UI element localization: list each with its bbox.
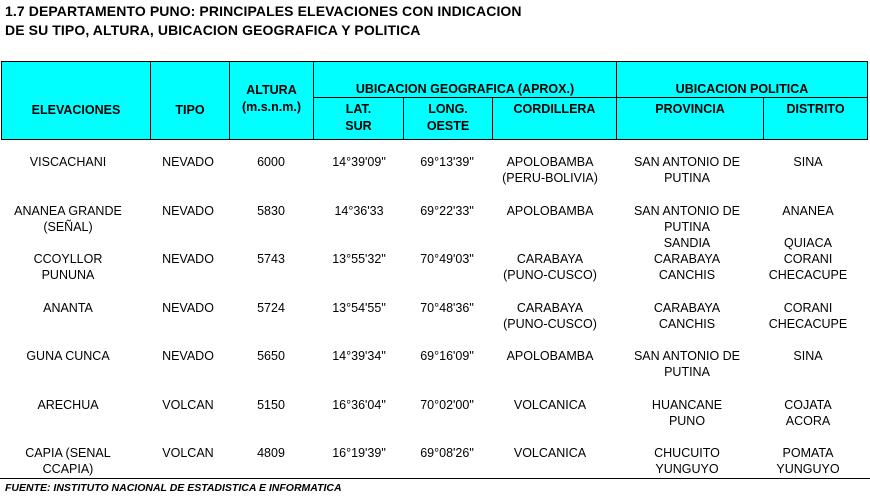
cell-distrito: COJATA xyxy=(784,397,832,412)
header-tipo: TIPO xyxy=(150,61,230,140)
cell-elevacion: VISCACHANI xyxy=(29,155,107,169)
header-geo-group: UBICACION GEOGRAFICA (APROX.) xyxy=(313,61,617,98)
cell-distrito: CORANI xyxy=(783,252,833,266)
bottom-divider xyxy=(0,478,870,479)
cell-provincia: CHUCUITO xyxy=(654,446,720,460)
cell-distrito: SINA xyxy=(793,349,823,363)
cell-long: 69°08'26" xyxy=(420,446,474,460)
cell-provincia: CANCHIS xyxy=(658,268,716,282)
header-lat: LAT. SUR xyxy=(313,97,404,140)
cell-cordillera: APOLOBAMBA xyxy=(506,203,594,218)
cell-lat: 13°55'32" xyxy=(332,252,386,266)
header-cordillera: CORDILLERA xyxy=(492,97,617,140)
cell-altura: 4809 xyxy=(257,446,285,460)
cell-elevacion: CCAPIA) xyxy=(42,462,94,476)
header-elevaciones: ELEVACIONES xyxy=(1,61,151,140)
cell-tipo: NEVADO xyxy=(162,203,214,218)
cell-cordillera: CARABAYA xyxy=(516,252,584,266)
cell-distrito: QUIACA xyxy=(784,236,832,250)
cell-provincia: HUANCANE xyxy=(651,397,723,412)
cell-altura: 5830 xyxy=(257,203,285,218)
cell-cordillera: CARABAYA xyxy=(516,300,584,315)
cell-elevacion: (SEÑAL) xyxy=(43,219,93,234)
cell-long: 69°16'09" xyxy=(420,349,474,363)
cell-elevacion: ANANTA xyxy=(43,300,93,315)
cell-elevacion: ARECHUA xyxy=(37,397,99,412)
cell-altura: 5650 xyxy=(257,349,285,363)
cell-altura: 6000 xyxy=(257,155,285,169)
cell-tipo: NEVADO xyxy=(162,252,214,266)
cell-distrito: CORANI xyxy=(783,300,833,315)
cell-distrito: SINA xyxy=(793,155,823,169)
cell-long: 70°48'36" xyxy=(420,300,474,315)
header-altura: ALTURA (m.s.n.m.) xyxy=(229,61,314,140)
cell-long: 70°02'00" xyxy=(420,397,474,412)
cell-altura: 5724 xyxy=(257,300,285,315)
cell-provincia: YUNGUYO xyxy=(655,462,719,476)
cell-lat: 14°36'33 xyxy=(334,203,384,218)
cell-provincia: PUNO xyxy=(668,413,706,428)
cell-provincia: PUTINA xyxy=(664,365,710,379)
cell-provincia: SAN ANTONIO DE xyxy=(633,155,741,169)
header-pol-group: UBICACION POLITICA xyxy=(616,61,868,98)
cell-long: 69°13'39" xyxy=(420,155,474,169)
cell-distrito: ANANEA xyxy=(782,203,834,218)
cell-distrito: POMATA xyxy=(782,446,834,460)
cell-elevacion: CCOYLLOR xyxy=(33,252,103,266)
cell-lat: 16°19'39" xyxy=(332,446,386,460)
cell-lat: 16°36'04" xyxy=(332,397,386,412)
cell-tipo: NEVADO xyxy=(162,349,214,363)
cell-distrito: CHECACUPE xyxy=(768,268,848,282)
cell-lat: 14°39'34" xyxy=(332,349,386,363)
cell-long: 69°22'33" xyxy=(420,203,474,218)
cell-lat: 14°39'09" xyxy=(332,155,386,169)
title-line-2: DE SU TIPO, ALTURA, UBICACION GEOGRAFICA Y POLITICA xyxy=(5,22,421,38)
cell-cordillera: APOLOBAMBA xyxy=(506,155,594,169)
cell-distrito: ACORA xyxy=(785,413,831,428)
cell-cordillera: VOLCANICA xyxy=(513,397,587,412)
cell-provincia: PUTINA xyxy=(664,171,710,185)
title-line-1: 1.7 DEPARTAMENTO PUNO: PRINCIPALES ELEVACIONES CON INDICACION xyxy=(5,3,522,19)
header-long: LONG. OESTE xyxy=(403,97,493,140)
cell-lat: 13°54'55" xyxy=(332,300,386,315)
cell-long: 70°49'03" xyxy=(420,252,474,266)
cell-cordillera: (PUNO-CUSCO) xyxy=(503,316,597,331)
cell-provincia: CARABAYA xyxy=(653,300,721,315)
cell-cordillera: APOLOBAMBA xyxy=(506,349,594,363)
cell-provincia: SAN ANTONIO DE xyxy=(633,203,741,218)
cell-elevacion: GUNA CUNCA xyxy=(26,349,110,363)
cell-elevacion: CAPIA (SENAL xyxy=(25,446,111,460)
cell-provincia: SANDIA xyxy=(663,236,711,250)
source-note: FUENTE: INSTITUTO NACIONAL DE ESTADISTICA E INFORMATICA xyxy=(5,482,342,494)
cell-distrito: CHECACUPE xyxy=(768,316,848,331)
cell-provincia: CANCHIS xyxy=(658,316,716,331)
header-provincia: PROVINCIA xyxy=(616,97,764,140)
header-distrito: DISTRITO xyxy=(763,97,868,140)
page-title xyxy=(5,2,522,40)
cell-altura: 5743 xyxy=(257,252,285,266)
cell-provincia: SAN ANTONIO DE xyxy=(633,349,741,363)
cell-tipo: VOLCAN xyxy=(162,397,214,412)
cell-provincia: PUTINA xyxy=(664,219,710,234)
cell-cordillera: (PUNO-CUSCO) xyxy=(503,268,597,282)
cell-provincia: CARABAYA xyxy=(653,252,721,266)
cell-elevacion: PUNUNA xyxy=(41,268,95,282)
cell-tipo: NEVADO xyxy=(162,300,214,315)
cell-cordillera: (PERU-BOLIVIA) xyxy=(502,171,598,185)
cell-cordillera: VOLCANICA xyxy=(513,446,587,460)
cell-tipo: NEVADO xyxy=(162,155,214,169)
cell-tipo: VOLCAN xyxy=(162,446,214,460)
cell-distrito: YUNGUYO xyxy=(776,462,840,476)
cell-altura: 5150 xyxy=(257,397,285,412)
cell-elevacion: ANANEA GRANDE xyxy=(14,203,122,218)
